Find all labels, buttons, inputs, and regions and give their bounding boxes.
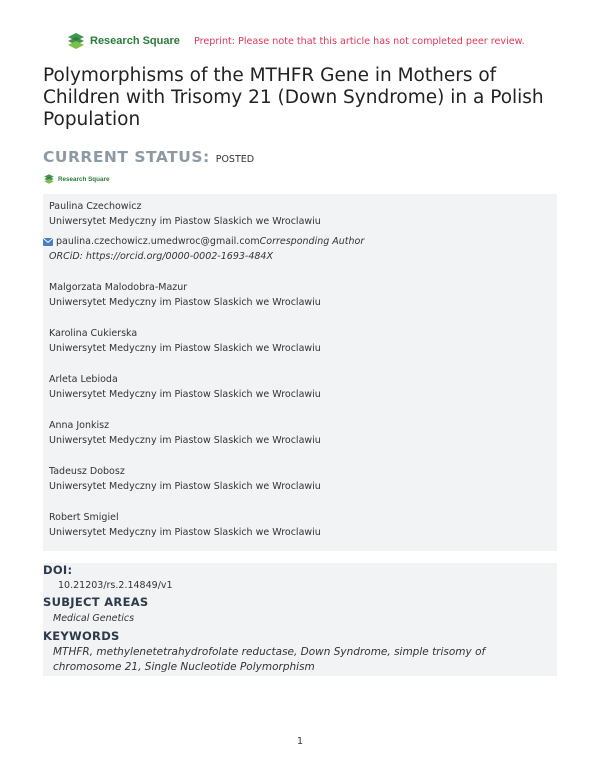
- status-value: POSTED: [215, 154, 255, 165]
- author-name: Malgorzata Malodobra-Mazur: [49, 282, 188, 293]
- page-header: [66, 33, 546, 53]
- corresponding-email-row: [43, 234, 364, 249]
- author-affiliation: Uniwersytet Medyczny im Piastow Slaskich we Wroclawiu: [49, 481, 321, 492]
- author-affiliation: Uniwersytet Medyczny im Piastow Slaskich we Wroclawiu: [49, 343, 321, 354]
- author-name: Robert Smigiel: [49, 512, 119, 523]
- doi-value[interactable]: 10.21203/rs.2.14849/v1: [58, 580, 173, 591]
- orcid-link[interactable]: ORCiD: https://orcid.org/0000-0002-1693-484X: [49, 251, 273, 262]
- author-entry: [49, 418, 321, 448]
- author-entry: [49, 199, 321, 229]
- author-entry: [49, 372, 321, 402]
- author-name: Paulina Czechowicz: [49, 201, 142, 212]
- small-research-square-logo: [43, 174, 109, 184]
- small-logo-text: Research Square: [58, 175, 110, 183]
- author-name: Anna Jonkisz: [49, 420, 110, 431]
- author-affiliation: Uniwersytet Medyczny im Piastow Slaskich we Wroclawiu: [49, 216, 321, 227]
- author-entry: [49, 464, 321, 494]
- author-affiliation: Uniwersytet Medyczny im Piastow Slaskich we Wroclawiu: [49, 435, 321, 446]
- author-entry: [49, 280, 321, 310]
- preprint-notice: Preprint: Please note that this article has not completed peer review.: [194, 36, 525, 47]
- doi-label: DOI:: [43, 563, 73, 577]
- keywords-value: MTHFR, methylenetetrahydrofolate reductase, Down Syndrome, simple trisomy of chromosome 21, Single Nucleotide Polymorphism: [53, 646, 486, 673]
- keywords-label: KEYWORDS: [43, 629, 120, 643]
- author-affiliation: Uniwersytet Medyczny im Piastow Slaskich we Wroclawiu: [49, 297, 321, 308]
- research-square-logo-icon: [66, 33, 86, 49]
- article-title: Polymorphisms of the MTHFR Gene in Mothers of Children with Trisomy 21 (Down Syndrome) in a Polish Population: [43, 65, 544, 130]
- small-logo-icon: [43, 174, 55, 184]
- author-name: Tadeusz Dobosz: [49, 466, 125, 477]
- author-affiliation: Uniwersytet Medyczny im Piastow Slaskich we Wroclawiu: [49, 527, 321, 538]
- author-entry: [49, 326, 321, 356]
- author-name: Karolina Cukierska: [49, 328, 138, 339]
- current-status: [43, 148, 254, 166]
- article-metadata: [43, 563, 557, 676]
- research-square-logo[interactable]: [66, 33, 180, 49]
- author-affiliation: Uniwersytet Medyczny im Piastow Slaskich we Wroclawiu: [49, 389, 321, 400]
- mail-icon: [43, 238, 53, 246]
- corresponding-author-note: Corresponding Author: [259, 236, 365, 247]
- authors-section: [43, 194, 557, 551]
- status-label: CURRENT STATUS:: [43, 148, 210, 166]
- subject-areas-label: SUBJECT AREAS: [43, 595, 149, 609]
- subject-area-value[interactable]: Medical Genetics: [53, 613, 135, 624]
- author-entry: [49, 510, 321, 540]
- page-number: 1: [296, 736, 304, 747]
- email-link[interactable]: paulina.czechowicz.umedwroc@gmail.com: [56, 236, 260, 247]
- author-name: Arleta Lebioda: [49, 374, 118, 385]
- logo-text: Research Square: [90, 35, 180, 47]
